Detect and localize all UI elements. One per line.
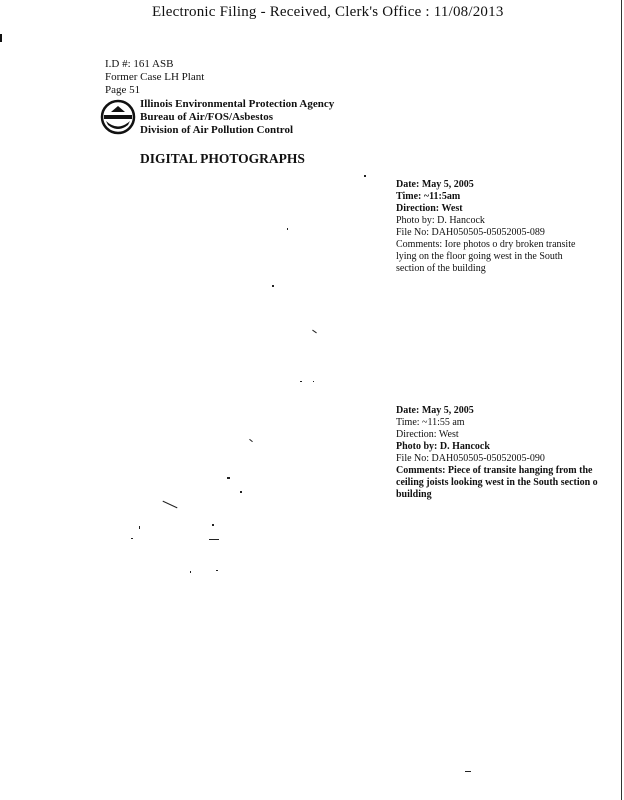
scan-speck bbox=[465, 771, 471, 772]
photo-caption-1 bbox=[396, 179, 612, 275]
photo-date: Date: May 5, 2005 bbox=[396, 405, 474, 416]
scan-speck bbox=[227, 477, 230, 479]
filing-header: Electronic Filing - Received, Clerk's Office : 11/08/2013 bbox=[152, 4, 504, 20]
photo-time: Time: ~11:55 am bbox=[396, 417, 465, 428]
photo-comments: lying on the floor going west in the South bbox=[396, 251, 563, 262]
photo-file-no: File No: DAH050505-05052005-089 bbox=[396, 227, 545, 238]
photo-by: Photo by: D. Hancock bbox=[396, 215, 485, 226]
photo-comments: Comments: Piece of transite hanging from the bbox=[396, 465, 593, 476]
scan-speck bbox=[163, 501, 178, 509]
scan-speck bbox=[249, 439, 253, 442]
photo-direction: Direction: West bbox=[396, 203, 463, 214]
illinois-epa-logo-icon bbox=[100, 99, 136, 135]
scan-speck bbox=[212, 524, 214, 526]
scan-edge bbox=[621, 0, 622, 800]
photo-comments: section of the building bbox=[396, 263, 486, 274]
photo-caption-2 bbox=[396, 405, 612, 501]
photo-file-no: File No: DAH050505-05052005-090 bbox=[396, 453, 545, 464]
photo-comments: building bbox=[396, 489, 432, 500]
scan-speck bbox=[313, 381, 314, 382]
scan-speck bbox=[364, 175, 366, 177]
scan-speck bbox=[312, 330, 317, 334]
photo-direction: Direction: West bbox=[396, 429, 459, 440]
photo-comments: ceiling joists looking west in the South section o bbox=[396, 477, 598, 488]
case-line: Former Case LH Plant bbox=[105, 71, 205, 83]
photo-by: Photo by: D. Hancock bbox=[396, 441, 490, 452]
division-name: Division of Air Pollution Control bbox=[140, 124, 294, 136]
page-line: Page 51 bbox=[105, 84, 141, 96]
agency-name: Illinois Environmental Protection Agency bbox=[140, 98, 335, 110]
scan-speck bbox=[139, 526, 140, 529]
photo-comments: Comments: Iore photos o dry broken transite bbox=[396, 239, 576, 250]
scan-speck bbox=[190, 571, 191, 573]
bureau-name: Bureau of Air/FOS/Asbestos bbox=[140, 111, 274, 123]
scan-speck bbox=[272, 285, 274, 287]
scan-speck bbox=[287, 228, 288, 230]
scan-mark bbox=[0, 34, 2, 42]
scan-speck bbox=[209, 539, 219, 540]
scan-speck bbox=[131, 538, 133, 539]
scan-speck bbox=[300, 381, 302, 382]
scan-speck bbox=[240, 491, 242, 493]
photo-date: Date: May 5, 2005 bbox=[396, 179, 474, 190]
photo-time: Time: ~11:5am bbox=[396, 191, 461, 202]
page-title: DIGITAL PHOTOGRAPHS bbox=[140, 151, 305, 166]
scan-speck bbox=[216, 570, 218, 571]
id-line: I.D #: 161 ASB bbox=[105, 58, 174, 70]
